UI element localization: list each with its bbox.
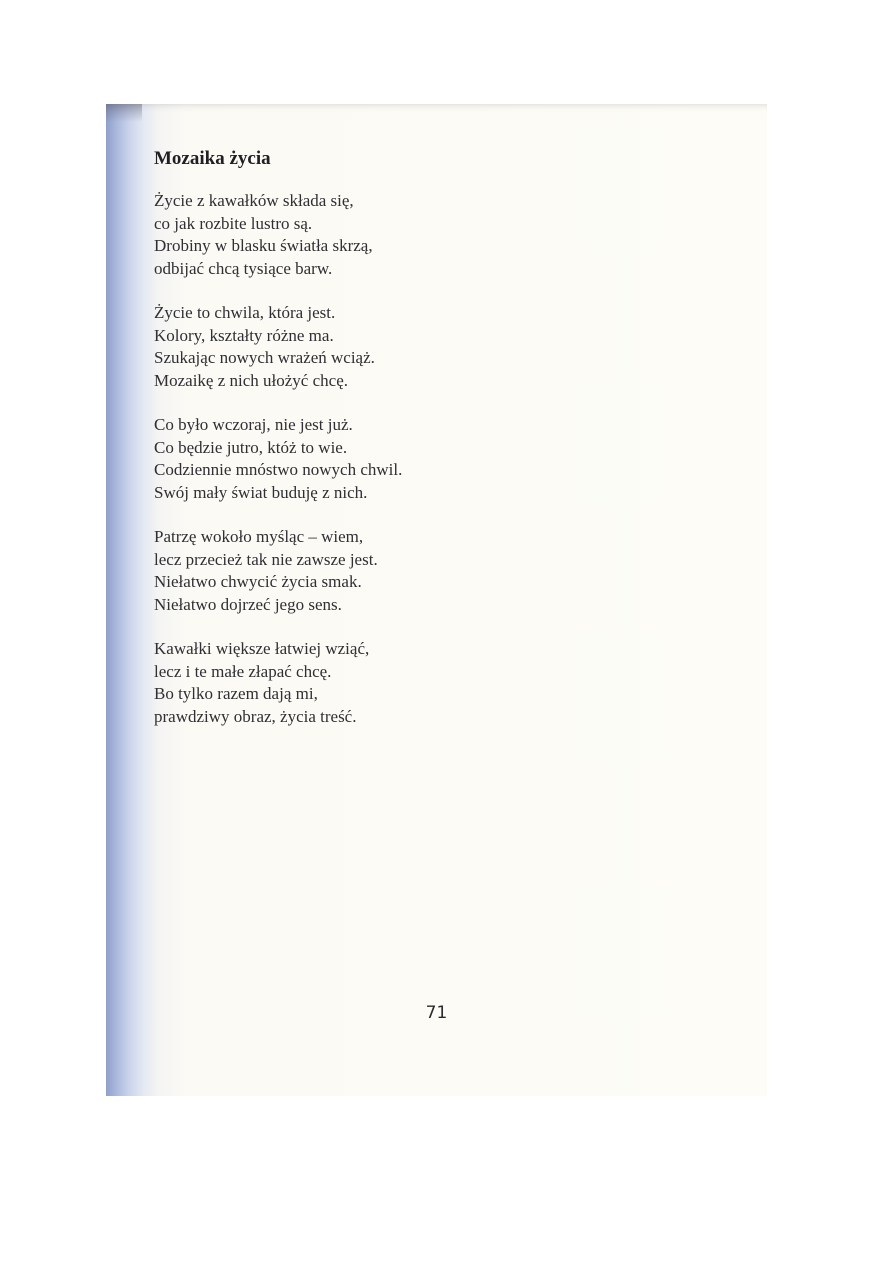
poem-title: Mozaika życia (154, 148, 271, 169)
poem-line: Mozaikę z nich ułożyć chcę. (154, 370, 348, 390)
stanza-5 (154, 638, 714, 728)
poem-line: odbijać chcą tysiące barw. (154, 258, 333, 278)
poem-line: Patrzę wokoło myśląc – wiem, (154, 527, 364, 546)
poem-line: lecz i te małe złapać chcę. (154, 661, 332, 681)
stanza-3 (154, 414, 714, 504)
stanza-2 (154, 302, 714, 392)
poem-line: Niełatwo dojrzeć jego sens. (154, 594, 342, 614)
poem-line: Co będzie jutro, któż to wie. (154, 437, 348, 457)
poem-line: Co było wczoraj, nie jest już. (154, 415, 353, 434)
poem-line: co jak rozbite lustro są. (154, 213, 313, 233)
page-number: 71 (425, 1003, 448, 1023)
poem-line: Szukając nowych wrażeń wciąż. (154, 348, 375, 367)
poem-line: Kolory, kształty różne ma. (154, 325, 334, 345)
scanned-page (106, 104, 767, 1096)
poem-line: Codziennie mnóstwo nowych chwil. (154, 460, 403, 479)
poem-line: Niełatwo chwycić życia smak. (154, 572, 362, 591)
stanza-4 (154, 526, 714, 616)
poem-line: Bo tylko razem dają mi, (154, 684, 318, 703)
poem (154, 148, 714, 750)
poem-line: prawdziwy obraz, życia treść. (154, 706, 357, 726)
poem-line: Swój mały świat buduję z nich. (154, 482, 368, 502)
stanza-1 (154, 190, 714, 280)
poem-line: Życie z kawałków składa się, (154, 191, 354, 210)
poem-line: Życie to chwila, która jest. (154, 303, 336, 322)
poem-line: Drobiny w blasku światła skrzą, (154, 236, 373, 255)
poem-line: lecz przecież tak nie zawsze jest. (154, 549, 378, 569)
poem-line: Kawałki większe łatwiej wziąć, (154, 639, 370, 658)
